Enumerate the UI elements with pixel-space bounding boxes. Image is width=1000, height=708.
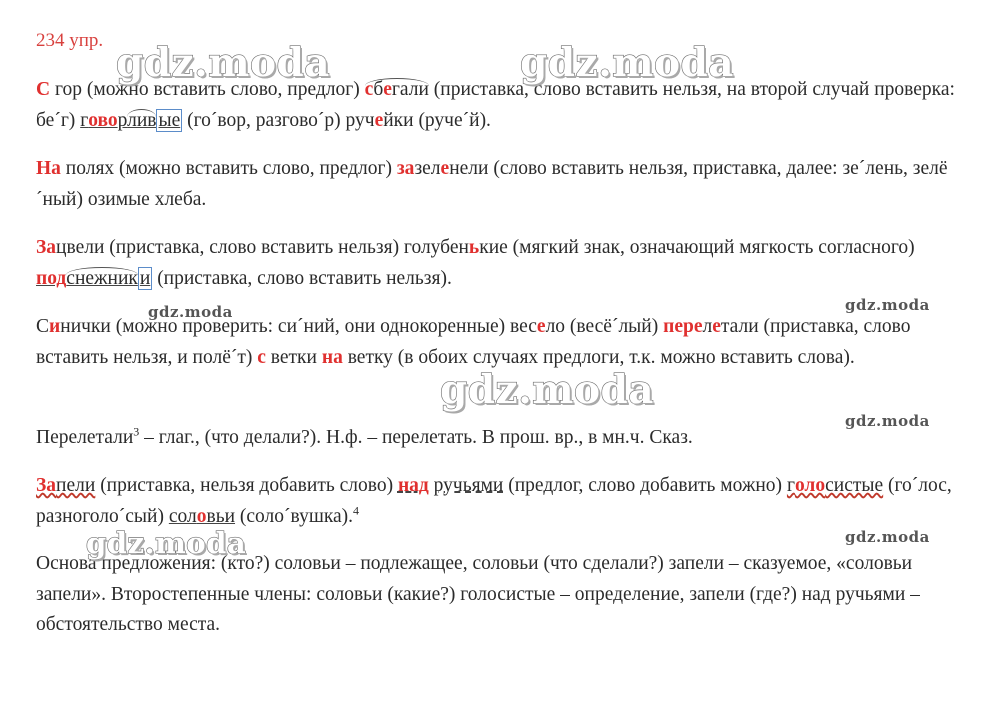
highlight-letter: ово <box>88 109 118 131</box>
watermark-logo: gdz.moda <box>116 40 331 86</box>
text: Перелетали <box>36 427 134 448</box>
text: (приставка, слово вставить нельзя, и полё´т) <box>36 316 911 368</box>
text: зел <box>414 158 441 179</box>
text: систые <box>825 475 884 496</box>
word-podsnezhniki <box>36 267 152 290</box>
ending-box: и <box>139 267 151 289</box>
footnote-mark: 4 <box>353 503 360 517</box>
word-ruchyami: ручьями <box>433 475 504 496</box>
text: кие (мягкий знак, означающий мягкость согласного) <box>479 237 915 258</box>
suffix-arc: лив <box>127 109 157 131</box>
text: С <box>36 316 50 337</box>
text: гор (можно вставить слово, предлог) <box>50 79 365 100</box>
highlight-letter: е <box>374 109 384 131</box>
watermark-logo: gdz.moda <box>845 528 930 546</box>
paragraph-5 <box>36 423 966 454</box>
highlight-letter: под <box>36 267 67 289</box>
highlight-letter: е <box>536 316 546 337</box>
highlight-letter: е <box>712 316 721 337</box>
highlight-letter: ь <box>468 237 480 258</box>
watermark-logo: gdz.moda <box>86 526 247 560</box>
text: (го´вор, разгово´р) руч <box>182 109 375 131</box>
paragraph-2 <box>36 154 966 215</box>
watermark-logo: gdz.moda <box>845 412 930 430</box>
text: ветки <box>265 346 322 368</box>
highlight-letter: и <box>49 316 61 337</box>
text: пели <box>56 475 96 496</box>
text: сол <box>168 505 197 527</box>
text: гали <box>391 79 429 100</box>
highlight-letter: За <box>36 237 57 258</box>
highlight-letter: о <box>196 505 207 527</box>
word-solovyi <box>169 506 235 527</box>
highlight-letter: оло <box>794 475 826 496</box>
text: (го´лос, разноголо´сый) <box>36 475 952 527</box>
text: – глаг., (что делали?). Н.ф. – перелетать. В прош. вр., в мн.ч. Сказ. <box>139 427 693 448</box>
text: нели <box>449 158 489 179</box>
paragraph-1 <box>36 75 966 136</box>
text: л <box>702 316 713 337</box>
word-zapeli <box>36 475 95 496</box>
highlight-letter: за <box>396 158 415 179</box>
highlight-letter: е <box>383 79 392 100</box>
word-nad: над <box>397 475 429 496</box>
text: ветку (в обоих случаях предлоги, т.к. можно вставить слова). <box>342 346 855 368</box>
text: полях (можно вставить слово, предлог) <box>60 158 397 179</box>
watermark-logo: gdz.moda <box>520 40 735 86</box>
root-arc: снежник <box>66 267 138 289</box>
text: (приставка, слово вставить нельзя). <box>152 267 452 289</box>
text: р <box>117 109 128 131</box>
highlight-letter: За <box>36 475 57 496</box>
ending-box: ые <box>158 109 181 131</box>
paragraph-7: Основа предложения: (кто?) соловьи – подлежащее, соловьи (что сделали?) запели – сказуемое, «соловьи запели». Второстепенные члены: соловьи (какие?) голосистые – определение, запели (где?) над ручьями – обстоятельство места. <box>36 553 920 635</box>
text: г <box>80 109 89 131</box>
highlight-letter: е <box>440 158 450 179</box>
text: тали <box>720 316 759 337</box>
text: б <box>373 79 384 100</box>
exercise-number: 234 упр. <box>36 30 104 51</box>
highlight-letter: На <box>36 158 61 179</box>
text: цвели (приставка, слово вставить нельзя) голубен <box>56 237 469 258</box>
paragraph-6 <box>36 471 966 532</box>
word-govorlivye <box>80 109 182 132</box>
text: йки (руче´й). <box>383 109 491 131</box>
text: (приставка, слово вставить нельзя, на второй случай проверка: бе´г) <box>36 79 955 131</box>
highlight-letter: с <box>257 346 266 368</box>
highlight-letter: пере <box>663 316 703 337</box>
text: нички (можно проверить: си´ний, они однокоренные) вес <box>60 316 537 337</box>
text: г <box>786 475 795 496</box>
text: (соло´вушка). <box>235 505 354 527</box>
paragraph-3 <box>36 233 966 294</box>
watermark-logo: gdz.moda <box>148 303 233 321</box>
text: вьи <box>206 505 236 527</box>
word-sbegali <box>365 78 429 100</box>
paragraph-4 <box>36 312 966 373</box>
footnote-mark: 3 <box>133 424 140 439</box>
highlight-letter: С <box>36 79 51 100</box>
text: ло (весё´лый) <box>545 316 664 337</box>
word-golosistye <box>787 475 883 496</box>
highlight-letter: на <box>321 346 343 368</box>
highlight-letter: с <box>364 79 374 100</box>
watermark-logo: gdz.moda <box>440 367 655 413</box>
text: (предлог, слово добавить можно) <box>503 475 787 496</box>
text: (слово вставить нельзя, приставка, далее: зе´лень, зелё´ный) озимые хлеба. <box>36 158 948 210</box>
text: (приставка, нельзя добавить слово) <box>95 475 398 496</box>
watermark-logo: gdz.moda <box>845 296 930 314</box>
